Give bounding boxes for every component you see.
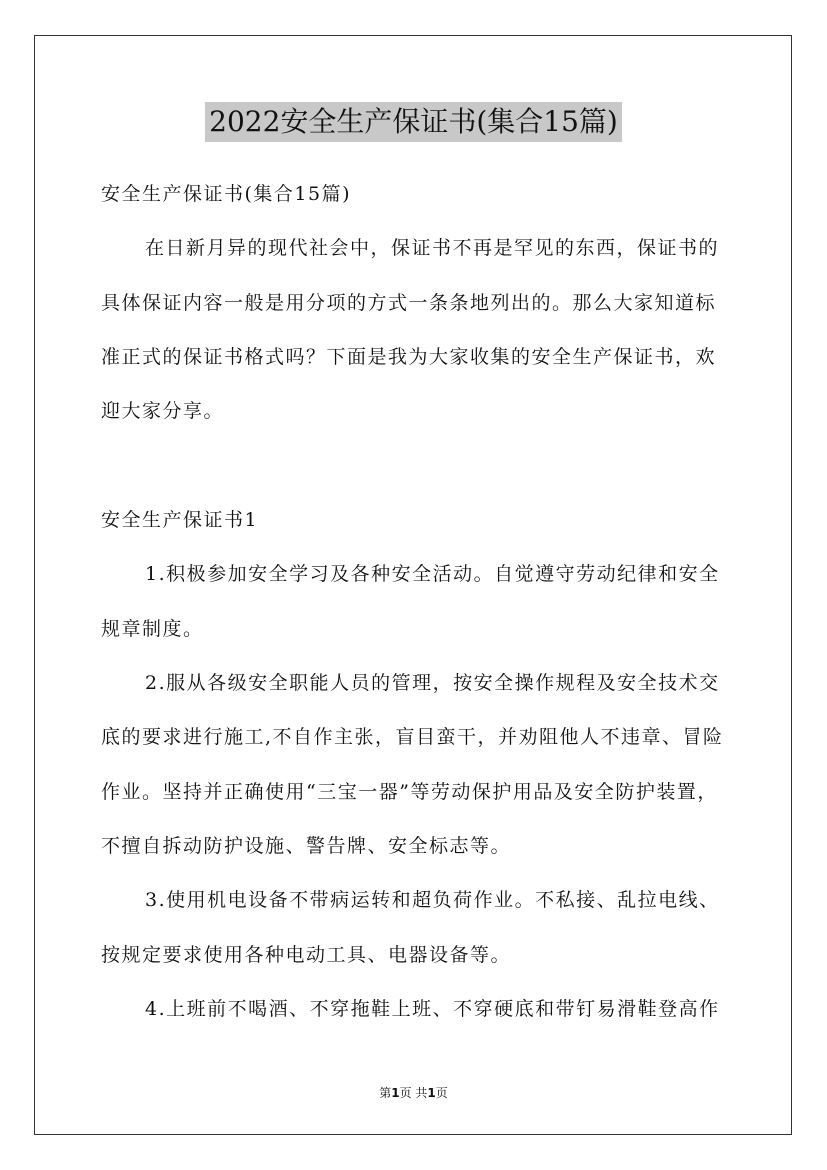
paragraph-line: 具体保证内容一般是用分项的方式一条条地列出的。那么大家知道标 bbox=[101, 292, 717, 314]
footer-page-current: 1 bbox=[391, 1086, 400, 1100]
footer-suffix: 页 bbox=[435, 1086, 448, 1100]
section-heading: 安全生产保证书1 bbox=[101, 509, 259, 531]
paragraph-line: 不擅自拆动防护设施、警告牌、安全标志等。 bbox=[101, 835, 512, 857]
footer-mid: 页 共 bbox=[399, 1086, 428, 1100]
paragraph-line: 规章制度。 bbox=[101, 618, 204, 640]
paragraph-line: 按规定要求使用各种电动工具、电器设备等。 bbox=[101, 944, 512, 966]
paragraph-line: 2.服从各级安全职能人员的管理，按安全操作规程及安全技术交 bbox=[145, 672, 720, 694]
footer-page-total: 1 bbox=[427, 1086, 436, 1100]
title-wrap bbox=[0, 102, 827, 142]
paragraph-line: 底的要求进行施工,不自作主张，盲目蛮干，并劝阻他人不违章、冒险 bbox=[101, 726, 724, 748]
paragraph-line: 1.积极参加安全学习及各种安全活动。自觉遵守劳动纪律和安全 bbox=[145, 563, 720, 585]
paragraph-line: 在日新月异的现代社会中，保证书不再是罕见的东西，保证书的 bbox=[145, 237, 720, 259]
paragraph-line: 4.上班前不喝酒、不穿拖鞋上班、不穿硬底和带钉易滑鞋登高作 bbox=[145, 998, 720, 1020]
footer-prefix: 第 bbox=[379, 1086, 392, 1100]
document-title: 2022安全生产保证书(集合15篇) bbox=[205, 102, 622, 142]
subtitle-line: 安全生产保证书(集合15篇) bbox=[101, 183, 352, 205]
paragraph-line: 准正式的保证书格式吗？下面是我为大家收集的安全生产保证书，欢 bbox=[101, 346, 717, 368]
paragraph-line: 作业。坚持并正确使用“三宝一器”等劳动保护用品及安全防护装置， bbox=[101, 781, 718, 803]
paragraph-line: 迎大家分享。 bbox=[101, 400, 225, 422]
page-footer bbox=[0, 1084, 827, 1101]
paragraph-line: 3.使用机电设备不带病运转和超负荷作业。不私接、乱拉电线、 bbox=[145, 889, 720, 911]
